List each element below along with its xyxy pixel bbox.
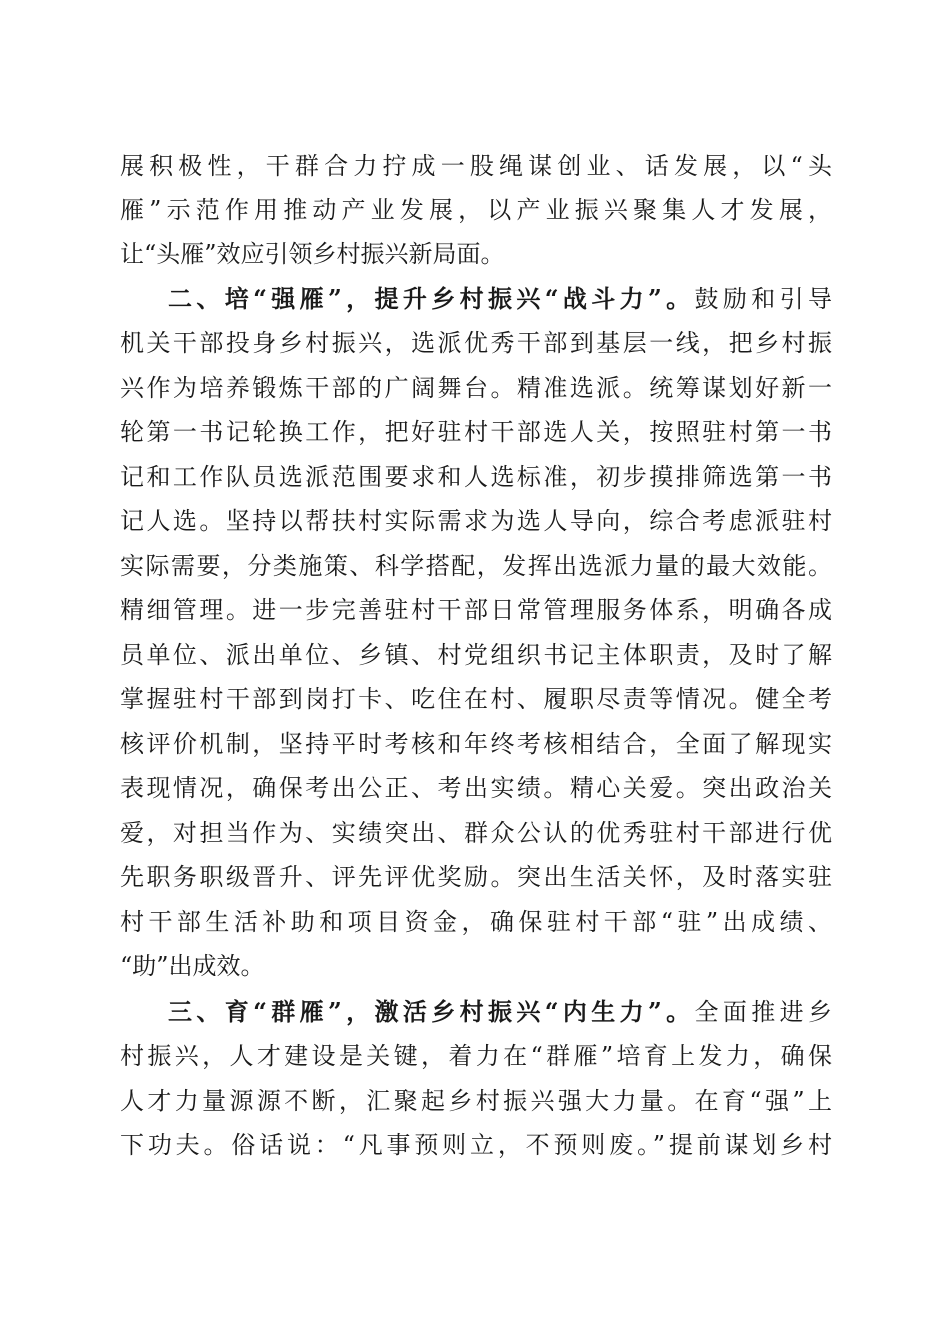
section-3-lead: 全面推进乡 [694,998,832,1026]
paragraph-line: 先职务职级晋升、评先评优奖励。突出生活关怀，及时落实驻 [120,863,832,891]
paragraph-line: 实际需要，分类施策、科学搭配，发挥出选派力量的最大效能。 [120,552,832,580]
paragraph-line: 表现情况，确保考出公正、考出实绩。精心关爱。突出政治关 [120,774,832,802]
paragraph-line: 村振兴，人才建设是关键，着力在“群雁”培育上发力，确保 [120,1042,832,1070]
paragraph-line: 爱，对担当作为、实绩突出、群众公认的优秀驻村干部进行优 [120,819,832,847]
paragraph-line: 精细管理。进一步完善驻村干部日常管理服务体系，明确各成 [120,596,832,624]
paragraph-line: 掌握驻村干部到岗打卡、吃住在村、履职尽责等情况。健全考 [120,685,832,713]
paragraph-line: 轮第一书记轮换工作，把好驻村干部选人关，按照驻村第一书 [120,418,832,446]
paragraph-line: 雁”示范作用推动产业发展，以产业振兴聚集人才发展， [120,196,832,224]
section-3-first-line [168,992,832,1032]
paragraph-line: 下功夫。俗话说：“凡事预则立，不预则废。”提前谋划乡村 [120,1131,832,1159]
paragraph-line: 记和工作队员选派范围要求和人选标准，初步摸排筛选第一书 [120,463,832,491]
paragraph-line: 员单位、派出单位、乡镇、村党组织书记主体职责，及时了解 [120,641,832,669]
paragraph-line: 兴作为培养锻炼干部的广阔舞台。精准选派。统筹谋划好新一 [120,374,832,402]
section-2-heading: 二、培“强雁”，提升乡村振兴“战斗力”。 [168,284,695,313]
paragraph-line: 记人选。坚持以帮扶村实际需求为选人导向，综合考虑派驻村 [120,507,832,535]
section-3-heading: 三、育“群雁”，激活乡村振兴“内生力”。 [168,997,695,1026]
paragraph-line: 展积极性，干群合力拧成一股绳谋创业、话发展，以“头 [120,152,832,180]
paragraph-line: “助”出成效。 [120,952,265,980]
paragraph-line: 机关干部投身乡村振兴，选派优秀干部到基层一线，把乡村振 [120,329,832,357]
paragraph-line: 人才力量源源不断，汇聚起乡村振兴强大力量。在育“强”上 [120,1087,832,1115]
section-2-first-line [168,279,832,319]
paragraph-line: 村干部生活补助和项目资金，确保驻村干部“驻”出成绩、 [120,908,832,936]
paragraph-line: 核评价机制，坚持平时考核和年终考核相结合，全面了解现实 [120,730,832,758]
paragraph-line: 让“头雁”效应引领乡村振兴新局面。 [120,240,505,268]
section-2-lead: 鼓励和引导 [694,285,832,313]
